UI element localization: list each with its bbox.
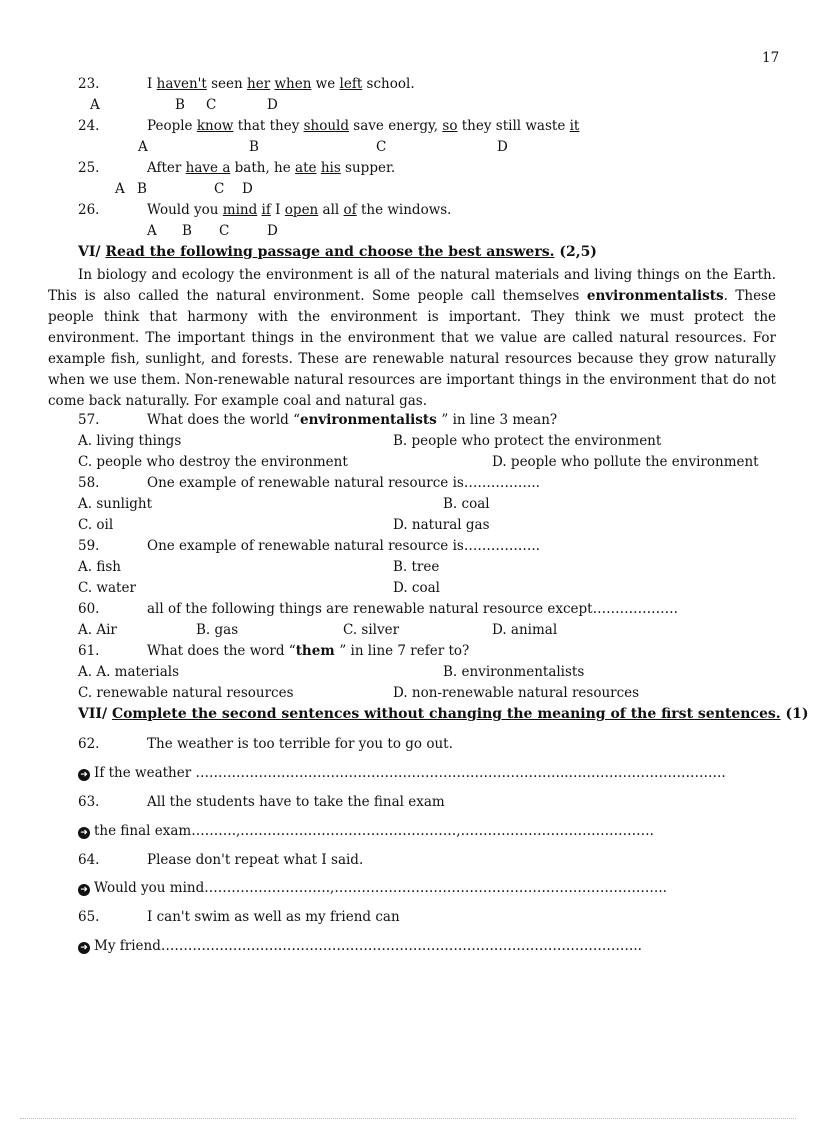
question-sentence: All the students have to take the final exam — [147, 794, 445, 810]
option-d[interactable]: D. coal — [393, 580, 440, 596]
section-seven-heading — [78, 706, 809, 722]
section-prefix: VI/ — [78, 244, 106, 260]
question-number: 64. — [78, 852, 100, 868]
underlined-segment: have a — [185, 160, 231, 176]
passage-text-2: . These people think that harmony with the environment is important. They think we must protect the environment. The important things in the environment that we value are called natural resources. For example fish, sunlight, and forests. These are renewable natural resources because they grow naturally when we use them. Non-renewable natural resources are important things in the environment that do not come back naturally. For example coal and natural gas. — [48, 288, 776, 409]
text-segment: After — [147, 160, 186, 176]
text-segment: save energy, — [349, 118, 443, 134]
letter-a[interactable]: A — [115, 181, 125, 197]
option-d[interactable]: D. people who pollute the environment — [492, 454, 759, 470]
question-text: all of the following things are renewable natural resource except………………. — [147, 601, 678, 617]
question-text: One example of renewable natural resource is…………….. — [147, 538, 540, 554]
underlined-segment: haven't — [156, 76, 207, 92]
reading-passage — [48, 265, 776, 412]
option-b[interactable]: B. environmentalists — [443, 664, 585, 680]
arrow-icon: ➜ — [78, 827, 90, 839]
text-segment: seen — [206, 76, 248, 92]
question-number: 58. — [78, 475, 100, 491]
question-number: 26. — [78, 202, 100, 218]
option-b[interactable]: B. tree — [393, 559, 440, 575]
letter-d[interactable]: D — [267, 97, 278, 113]
question-sentence: Please don't repeat what I said. — [147, 852, 364, 868]
text-segment: bath, he — [230, 160, 296, 176]
option-c[interactable]: C. people who destroy the environment — [78, 454, 348, 470]
text-segment: supper. — [340, 160, 396, 176]
letter-b[interactable]: B — [137, 181, 147, 197]
rewrite-line[interactable]: ➜ Would you mind……………………….,……………………………………………………………….. — [78, 880, 667, 896]
option-a[interactable]: A. fish — [78, 559, 121, 575]
text-segment: we — [311, 76, 340, 92]
underlined-segment: mind — [222, 202, 258, 218]
text-segment: I — [270, 202, 285, 218]
page-bottom-rule — [20, 1118, 796, 1119]
letter-c[interactable]: C — [219, 223, 230, 239]
text-segment: all — [318, 202, 344, 218]
letter-c[interactable]: C — [376, 139, 387, 155]
underlined-segment: her — [247, 76, 271, 92]
underlined-segment: it — [569, 118, 580, 134]
underlined-segment: if — [261, 202, 271, 218]
underlined-segment: open — [284, 202, 319, 218]
letter-b[interactable]: B — [182, 223, 192, 239]
option-b[interactable]: B. gas — [196, 622, 239, 638]
letter-b[interactable]: B — [175, 97, 185, 113]
question-text: What does the word “them ” in line 7 refer to? — [147, 643, 470, 659]
underlined-segment: ate — [295, 160, 317, 176]
question-text: What does the world “environmentalists ” in line 3 mean? — [147, 412, 558, 428]
question-sentence: The weather is too terrible for you to go out. — [147, 736, 453, 752]
underlined-segment: know — [196, 118, 234, 134]
letter-d[interactable]: D — [497, 139, 508, 155]
question-number: 62. — [78, 736, 100, 752]
text-segment: that they — [233, 118, 304, 134]
question-text — [147, 118, 579, 134]
letter-a[interactable]: A — [138, 139, 148, 155]
section-title: Complete the second sentences without changing the meaning of the first sentences. — [111, 706, 781, 722]
option-d[interactable]: D. natural gas — [393, 517, 490, 533]
option-c[interactable]: C. water — [78, 580, 136, 596]
letter-d[interactable]: D — [267, 223, 278, 239]
option-b[interactable]: B. coal — [443, 496, 490, 512]
underlined-segment: of — [343, 202, 357, 218]
section-points: (1) — [780, 706, 809, 722]
underlined-segment: his — [320, 160, 341, 176]
option-b[interactable]: B. people who protect the environment — [393, 433, 662, 449]
option-d[interactable]: D. animal — [492, 622, 558, 638]
letter-c[interactable]: C — [214, 181, 225, 197]
question-text — [147, 202, 451, 218]
rewrite-line[interactable]: ➜ the final exam……….,…………………………………………,……………………………………. — [78, 823, 654, 839]
option-d[interactable]: D. non-renewable natural resources — [393, 685, 640, 701]
question-text: One example of renewable natural resource is…………….. — [147, 475, 540, 491]
option-a[interactable]: A. sunlight — [78, 496, 153, 512]
letter-b[interactable]: B — [249, 139, 259, 155]
arrow-icon: ➜ — [78, 884, 90, 896]
question-number: 60. — [78, 601, 100, 617]
arrow-icon: ➜ — [78, 942, 90, 954]
option-a[interactable]: A. Air — [78, 622, 117, 638]
text-segment: People — [147, 118, 197, 134]
section-title: Read the following passage and choose the best answers. — [105, 244, 555, 260]
option-c[interactable]: C. oil — [78, 517, 114, 533]
text-segment: school. — [362, 76, 415, 92]
passage-text-1: In biology and ecology the environment is all of the natural materials and living things on the Earth. This is also called the natural environment. Some people call themselves — [48, 267, 776, 304]
question-text — [147, 160, 395, 176]
letter-c[interactable]: C — [206, 97, 217, 113]
section-points: (2,5) — [554, 244, 597, 260]
question-number: 63. — [78, 794, 100, 810]
text-segment: the windows. — [356, 202, 452, 218]
text-segment: Would you — [147, 202, 223, 218]
letter-a[interactable]: A — [90, 97, 100, 113]
rewrite-line[interactable]: ➜ My friend…………………………………………………………………………………………….. — [78, 938, 642, 954]
question-number: 24. — [78, 118, 100, 134]
underlined-segment: so — [442, 118, 458, 134]
question-number: 61. — [78, 643, 100, 659]
letter-a[interactable]: A — [147, 223, 157, 239]
question-number: 25. — [78, 160, 100, 176]
letter-d[interactable]: D — [242, 181, 253, 197]
passage-keyword: environmentalists — [586, 288, 724, 304]
question-number: 57. — [78, 412, 100, 428]
arrow-icon: ➜ — [78, 769, 90, 781]
page-number: 17 — [762, 50, 780, 66]
question-text — [147, 76, 415, 92]
underlined-segment: left — [339, 76, 363, 92]
question-number: 23. — [78, 76, 100, 92]
text-segment: I — [147, 76, 157, 92]
option-a[interactable]: A. A. materials — [78, 664, 179, 680]
question-number: 65. — [78, 909, 100, 925]
section-prefix: VII/ — [78, 706, 112, 722]
option-a[interactable]: A. living things — [78, 433, 182, 449]
question-number: 59. — [78, 538, 100, 554]
option-c[interactable]: C. renewable natural resources — [78, 685, 294, 701]
option-c[interactable]: C. silver — [343, 622, 400, 638]
underlined-segment: when — [274, 76, 312, 92]
underlined-segment: should — [303, 118, 350, 134]
question-sentence: I can't swim as well as my friend can — [147, 909, 400, 925]
rewrite-line[interactable]: ➜ If the weather ………………………………………………………………………..…………………………….. — [78, 765, 726, 781]
section-six-heading — [78, 244, 597, 260]
text-segment: they still waste — [457, 118, 570, 134]
